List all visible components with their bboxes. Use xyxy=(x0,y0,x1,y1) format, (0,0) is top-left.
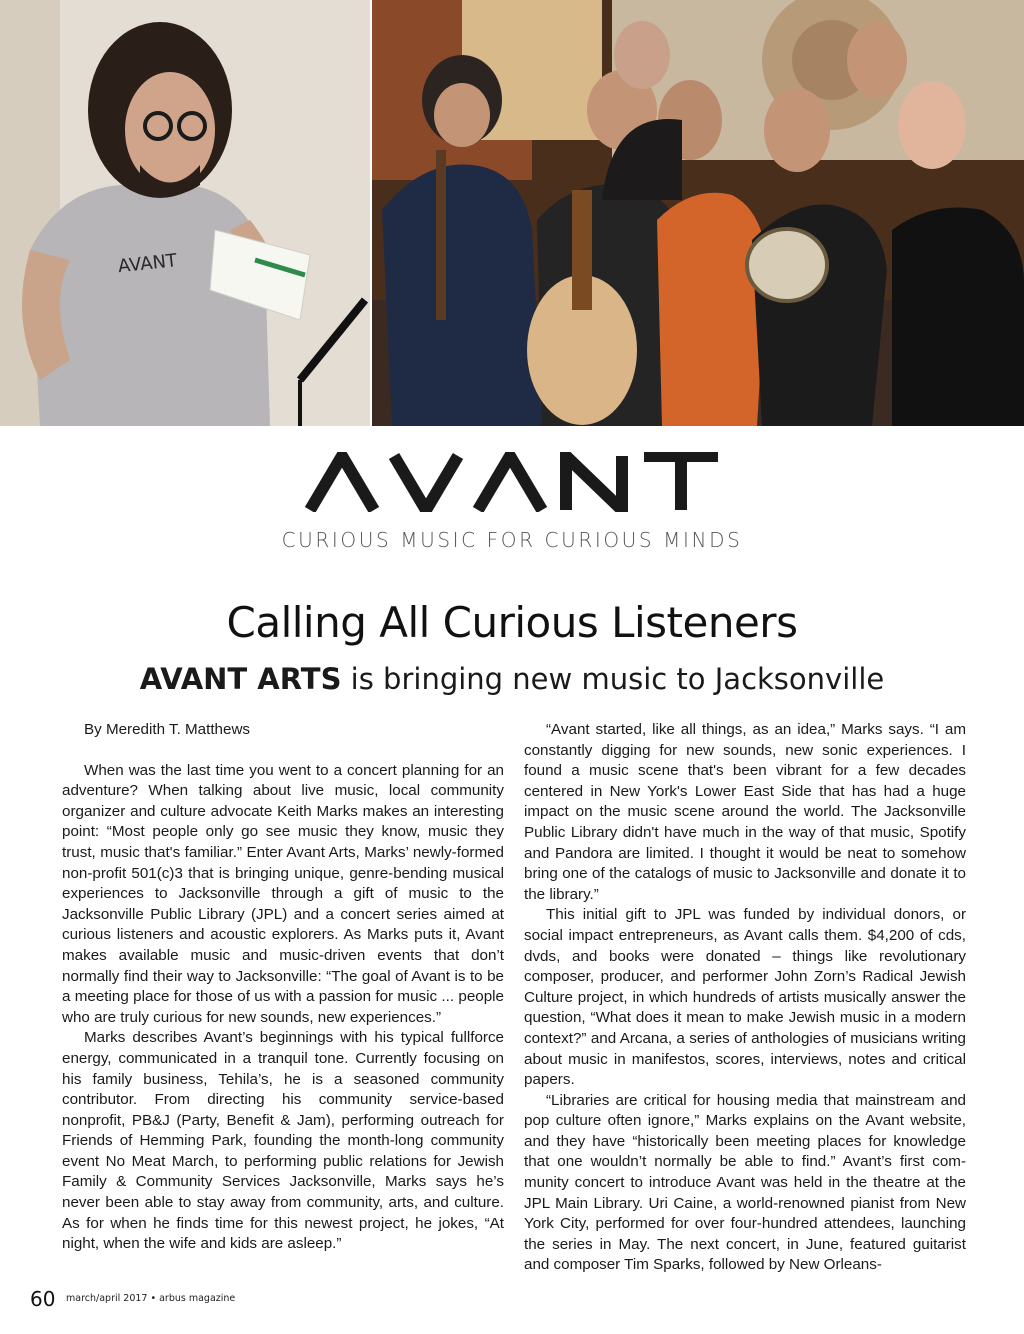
publication-footer: march/april 2017 • arbus magazine xyxy=(66,1293,236,1304)
byline: By Meredith T. Matthews xyxy=(84,721,251,738)
subtitle-rest: is bringing new music to Jacksonville xyxy=(341,662,885,696)
paragraph: “Libraries are critical for housing media that mainstream and pop culture often ignore,” Marks explains on the Avant website, and they have “historically been meeting places for knowledge that one wouldn’t normally be able to find.” Avant’s first community concert to introduce Avant was held in the theatre at the JPL Main Library. Uri Caine, a world-renowned pianist from New York City, performed for over four-hundred attendees, launching the series in May. The next concert, in June, featured guitarist and composer Tim Sparks, followed by New Orleans- xyxy=(524,1091,966,1274)
speaker-illustration xyxy=(0,0,370,426)
article-subtitle xyxy=(0,662,1024,696)
shirt-text: AVANT xyxy=(116,250,178,278)
photo-speaker xyxy=(0,0,370,426)
logo-tagline: CURIOUS MUSIC FOR CURIOUS MINDS xyxy=(281,528,743,552)
subtitle-bold: AVANT ARTS xyxy=(139,662,342,696)
paragraph: When was the last time you went to a concert planning for an adventure? When talking about live music, local community organizer and culture advocate Keith Marks makes an interesting point: “Most people only go see music they know, music they trust, music that's familiar.” Enter Avant Arts, Marks’ newly-formed non-profit 501(c)3 that is bringing unique, genre-bending musical experiences to Jacksonville through a gift of music to the Jacksonville Public Library (JPL) and a concert series aimed at curious listeners and acoustic explorers. As Marks puts it, Avant makes available music and music-driven events that don’t normally find their way to Jacksonville: “The goal of Avant is to be a meeting place for those of us with a passion for music ... people who are truly curious for new sounds, new experiences.” xyxy=(62,761,504,1026)
article-title: Calling All Curious Listeners xyxy=(226,598,798,647)
paragraph: Marks describes Avant’s beginnings with his typical fullforce energy, communicated in a tranquil tone. Currently focusing on his family business, Tehila’s, he is a seasoned community contributor. From directing his community service-based nonprofit, PB&J (Party, Benefit & Jam), performing outreach for Friends of Hemming Park, founding the month-long community event No Meat March, to performing public relations for Jewish Family & Community Services Jacksonville, Marks says he’s never been able to stay away from community, arts, and culture. As for when he finds time for this newest project, he jokes, “At night, when the wife and kids are asleep.” xyxy=(62,1029,504,1253)
paragraph: This initial gift to JPL was funded by individual donors, or social impact entrepreneurs, as Avant calls them. $4,200 of cds, dvds, and books were donated – things like revolutionary composer, producer, and performer John Zorn’s Radical Jewish Culture project, in which hundreds of artists musically answer the question, “What does it mean to make Jewish music in a modern context?” and Arcana, a series of anthologies of musicians writing about music in manifestos, scores, interviews, notes and critical papers. xyxy=(524,906,966,1089)
avant-logo xyxy=(302,452,726,512)
photo-band xyxy=(372,0,1024,426)
article-column-left xyxy=(62,720,504,1255)
article-column-right xyxy=(524,720,966,1276)
paragraph: “Avant started, like all things, as an idea,” Marks says. “I am constantly digging for new sounds, new sonic experiences. I found a music scene that's been vibrant for a few decades centered in New York's Lower East Side that has had a huge impact on the music scene around the world. The Jacksonville Public Library didn't have much in the way of that music, Spotify and Pandora are limited. I thought it would be neat to somehow bring one of the catalogs of music to Jacksonville and donate it to the library.” xyxy=(524,721,966,903)
band-illustration xyxy=(372,0,1024,426)
page-number: 60 xyxy=(30,1287,56,1311)
